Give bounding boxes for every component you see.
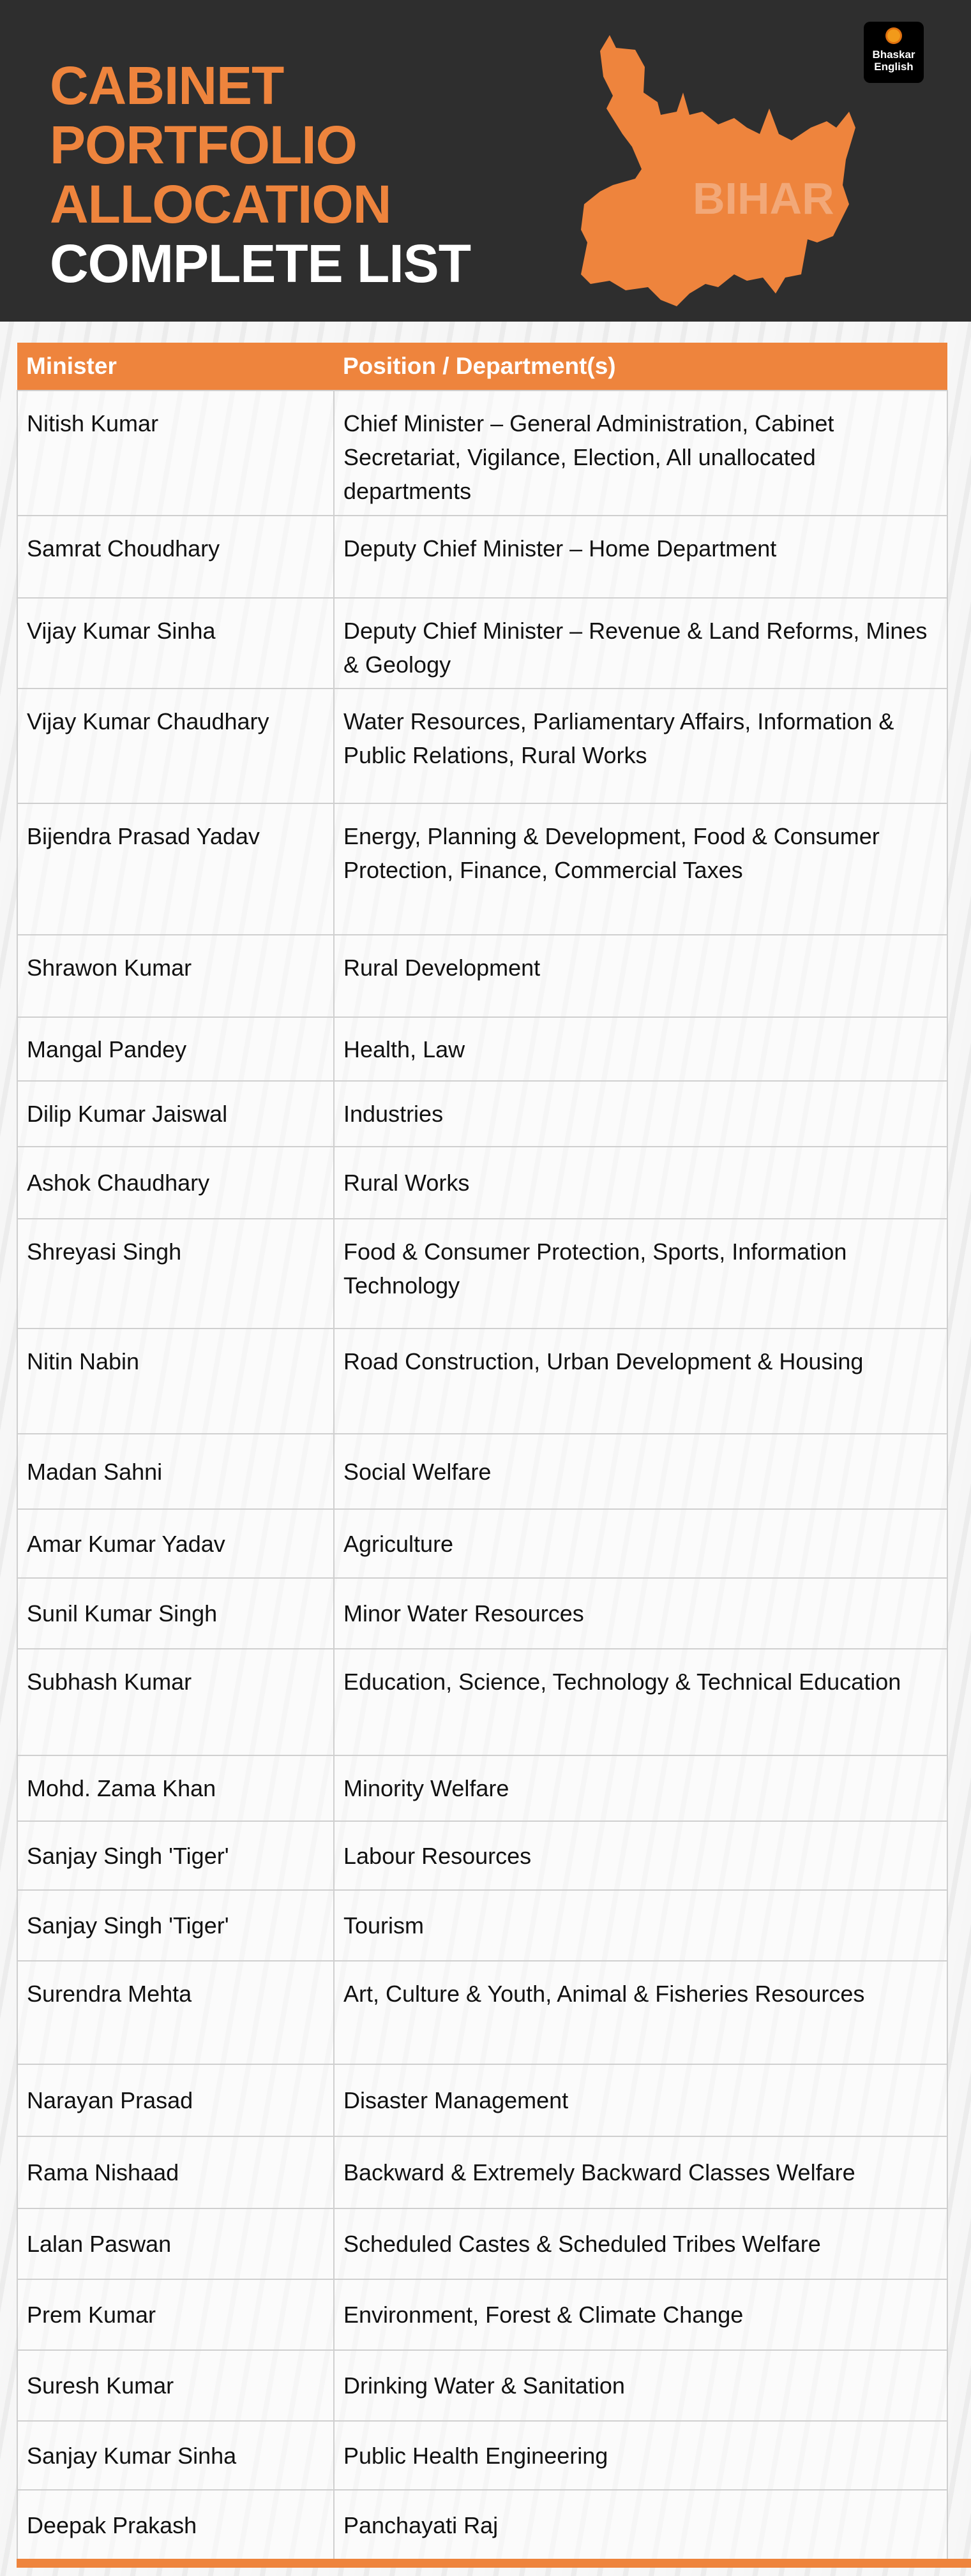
bhaskar-english-logo [864,22,924,83]
title-line: CABINET [50,56,284,115]
table-row [17,516,947,598]
department-cell: Tourism [334,1890,947,1961]
minister-cell: Rama Nishaad [17,2136,334,2208]
sun-icon [887,29,900,42]
table-row [17,803,947,935]
minister-cell: Sanjay Kumar Sinha [17,2421,334,2490]
department-cell: Health, Law [334,1017,947,1081]
department-cell: Food & Consumer Protection, Sports, Information Technology [334,1219,947,1329]
title-line: ALLOCATION [50,174,391,234]
logo-text: Bhaskar [872,48,915,61]
minister-cell: Samrat Choudhary [17,516,334,598]
table-row [17,391,947,516]
minister-cell: Dilip Kumar Jaiswal [17,1081,334,1147]
department-cell: Deputy Chief Minister – Revenue & Land Reforms, Mines & Geology [334,598,947,689]
table-row [17,2208,947,2279]
department-cell: Drinking Water & Sanitation [334,2350,947,2421]
minister-cell: Shreyasi Singh [17,1219,334,1329]
minister-cell: Sanjay Singh 'Tiger' [17,1890,334,1961]
department-cell: Public Health Engineering [334,2421,947,2490]
table-row [17,1578,947,1649]
minister-cell: Prem Kumar [17,2279,334,2350]
minister-cell: Nitish Kumar [17,391,334,516]
department-cell: Agriculture [334,1509,947,1578]
minister-cell: Madan Sahni [17,1434,334,1509]
department-cell: Environment, Forest & Climate Change [334,2279,947,2350]
minister-cell: Shrawon Kumar [17,935,334,1017]
minister-cell: Suresh Kumar [17,2350,334,2421]
table-row [17,1961,947,2064]
table-row [17,1890,947,1961]
minister-cell: Vijay Kumar Sinha [17,598,334,689]
title [50,56,470,294]
department-cell: Minor Water Resources [334,1578,947,1649]
minister-cell: Vijay Kumar Chaudhary [17,689,334,803]
table-row [17,2279,947,2350]
department-cell: Scheduled Castes & Scheduled Tribes Welfare [334,2208,947,2279]
minister-cell: Lalan Paswan [17,2208,334,2279]
department-cell: Energy, Planning & Development, Food & Consumer Protection, Finance, Commercial Taxes [334,803,947,935]
table-row [17,1147,947,1219]
department-cell: Education, Science, Technology & Technical Education [334,1649,947,1755]
minister-cell: Amar Kumar Yadav [17,1509,334,1578]
table-row [17,1017,947,1081]
map-label: BIHAR [693,174,834,223]
department-cell: Backward & Extremely Backward Classes Welfare [334,2136,947,2208]
minister-cell: Bijendra Prasad Yadav [17,803,334,935]
table-row [17,1434,947,1509]
department-cell: Disaster Management [334,2064,947,2136]
table-row [17,2490,947,2561]
department-cell: Social Welfare [334,1434,947,1509]
column-header-department: Position / Department(s) [334,343,947,391]
minister-cell: Nitin Nabin [17,1329,334,1434]
department-cell: Water Resources, Parliamentary Affairs, Information & Public Relations, Rural Works [334,689,947,803]
department-cell: Minority Welfare [334,1755,947,1821]
table-row [17,935,947,1017]
department-cell: Rural Development [334,935,947,1017]
minister-cell: Narayan Prasad [17,2064,334,2136]
minister-cell: Subhash Kumar [17,1649,334,1755]
minister-cell: Sunil Kumar Singh [17,1578,334,1649]
minister-cell: Sanjay Singh 'Tiger' [17,1821,334,1890]
minister-cell: Mangal Pandey [17,1017,334,1081]
subtitle: COMPLETE LIST [50,234,470,294]
department-cell: Road Construction, Urban Development & Housing [334,1329,947,1434]
table-row [17,1649,947,1755]
table-row [17,2064,947,2136]
table-row [17,1509,947,1578]
table-row [17,2421,947,2490]
table-row [17,1081,947,1147]
logo-text: English [874,61,914,73]
table-header [17,343,947,391]
department-cell: Industries [334,1081,947,1147]
table-row [17,1755,947,1821]
table-row [17,689,947,803]
header-banner [0,0,971,322]
department-cell: Labour Resources [334,1821,947,1890]
table-row [17,598,947,689]
minister-cell: Mohd. Zama Khan [17,1755,334,1821]
column-header-minister: Minister [17,343,334,391]
table-row [17,2350,947,2421]
minister-cell: Ashok Chaudhary [17,1147,334,1219]
table-row [17,1219,947,1329]
minister-cell: Surendra Mehta [17,1961,334,2064]
department-cell: Art, Culture & Youth, Animal & Fisheries Resources [334,1961,947,2064]
table-row [17,2136,947,2208]
table-row [17,1821,947,1890]
title-line: PORTFOLIO [50,115,357,175]
bottom-accent-bar [17,2559,971,2568]
department-cell: Rural Works [334,1147,947,1219]
department-cell: Chief Minister – General Administration, Cabinet Secretariat, Vigilance, Election, All unallocated departments [334,391,947,516]
department-cell: Deputy Chief Minister – Home Department [334,516,947,598]
minister-cell: Deepak Prakash [17,2490,334,2561]
table-row [17,1329,947,1434]
department-cell: Panchayati Raj [334,2490,947,2561]
portfolio-table [17,343,948,2561]
